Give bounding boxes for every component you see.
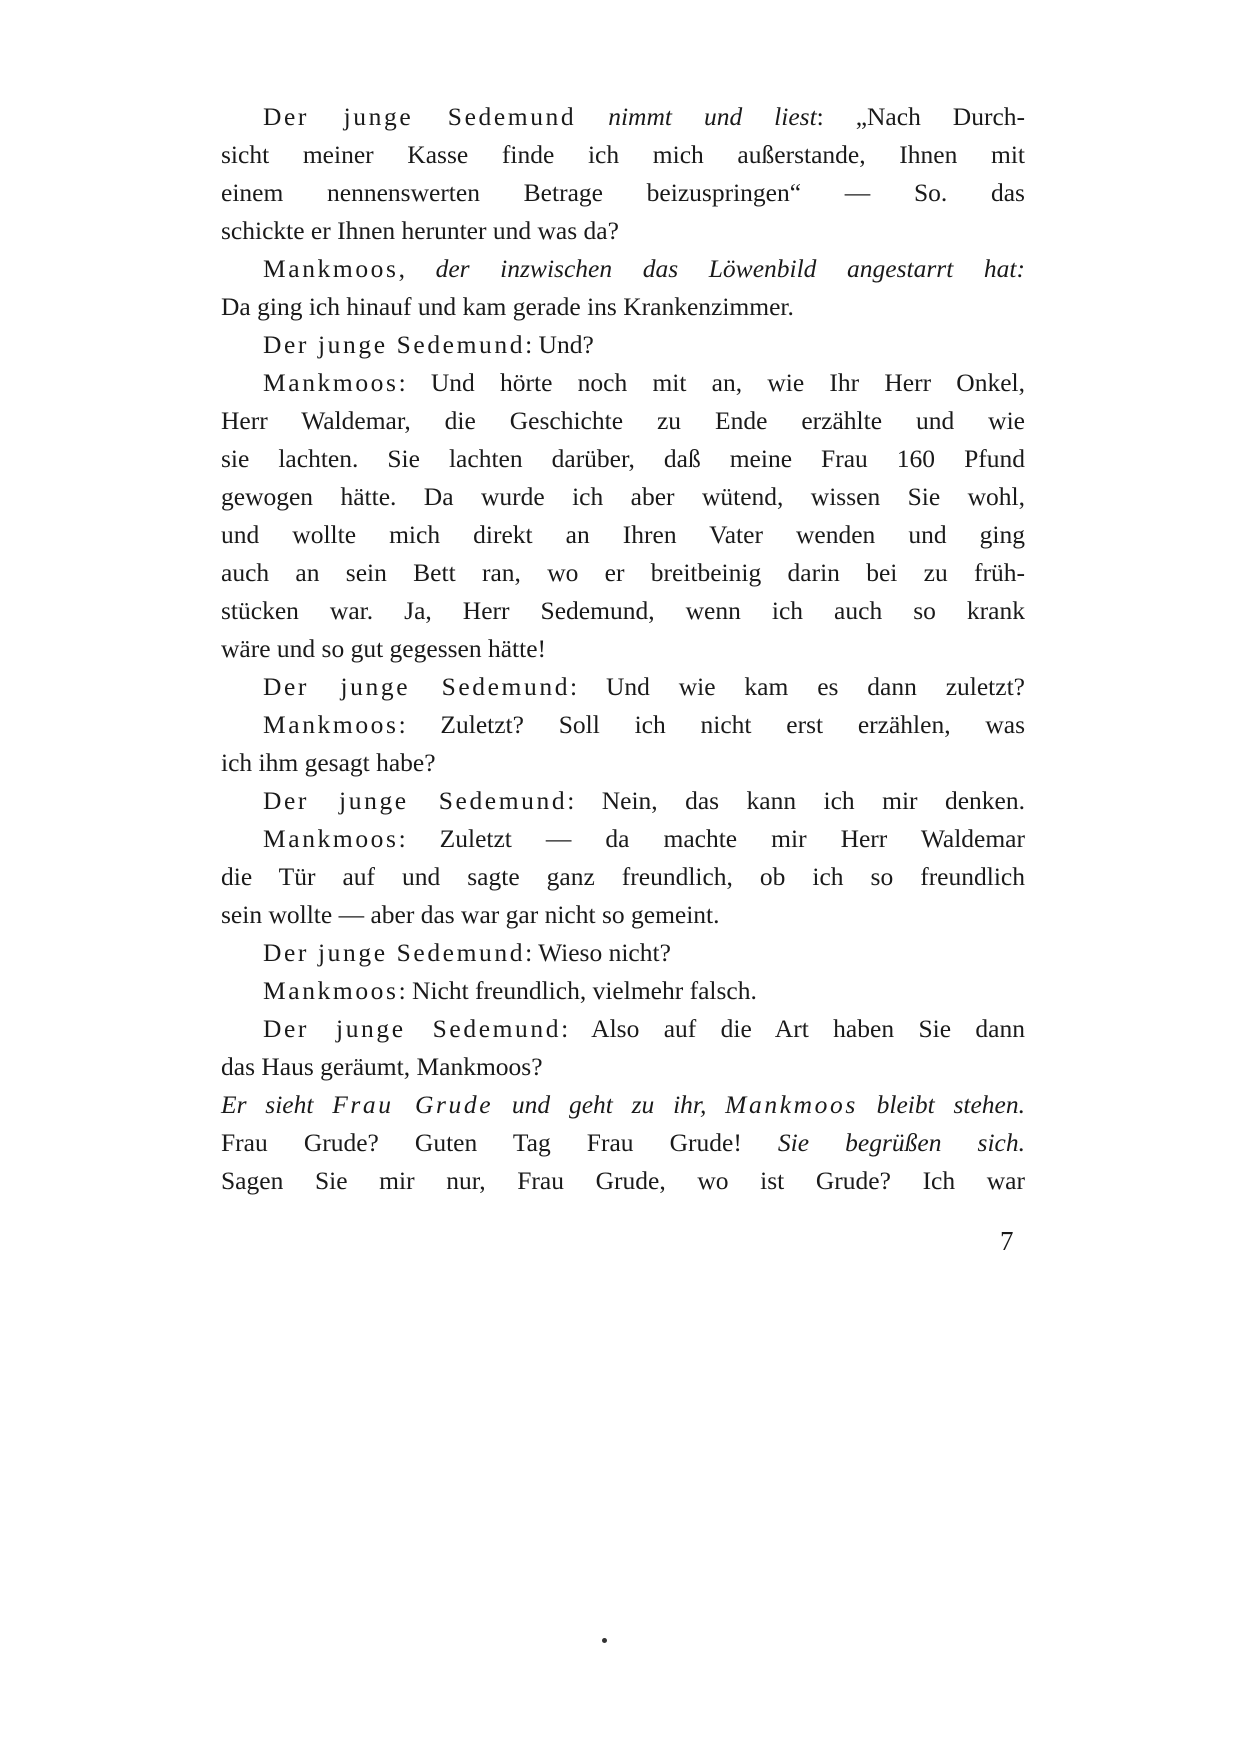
dialogue-text: ,	[398, 254, 436, 283]
text-line: und wollte mich direkt an Ihren Vater wenden und ging	[221, 520, 1025, 549]
speaker-name: Mankmoos	[263, 254, 399, 283]
text-line	[221, 326, 1025, 364]
text-line	[221, 820, 1025, 858]
speaker-name: Der junge Sedemund	[263, 1014, 562, 1043]
speaker-name: Mankmoos	[263, 710, 399, 739]
stage-direction: Sie begrüßen sich.	[777, 1128, 1025, 1157]
text-line: Sagen Sie mir nur, Frau Grude, wo ist Grude? Ich war	[221, 1166, 1025, 1195]
text-line	[221, 364, 1025, 402]
text-line	[221, 98, 1025, 136]
speaker-name: Mankmoos	[263, 368, 399, 397]
dialogue-text: : Wieso nicht?	[525, 938, 671, 967]
text-line: Da ging ich hinauf und kam gerade ins Krankenzimmer.	[221, 292, 794, 321]
speaker-name: Der junge Sedemund	[263, 938, 526, 967]
stage-direction: bleibt stehen.	[857, 1090, 1025, 1119]
text-line: schickte er Ihnen herunter und was da?	[221, 216, 619, 245]
speaker-name: Der junge Sedemund	[263, 672, 571, 701]
dialogue-text: : Nicht freundlich, vielmehr falsch.	[398, 976, 757, 1005]
text-line	[221, 706, 1025, 744]
printer-mark	[602, 1638, 607, 1643]
text-line	[221, 934, 1025, 972]
speaker-name: Der junge Sedemund	[263, 102, 577, 131]
dialogue-text: : Und wie kam es dann zuletzt?	[570, 672, 1025, 701]
stage-direction: nimmt und liest	[576, 102, 817, 131]
speaker-name: Der junge Sedemund	[263, 786, 568, 815]
dialogue-text: : Und?	[525, 330, 594, 359]
text-line: die Tür auf und sagte ganz freundlich, ob ich so freundlich	[221, 862, 1025, 891]
character-name: Mankmoos	[725, 1090, 858, 1119]
text-line	[221, 972, 1025, 1010]
dialogue-text: : Nein, das kann ich mir denken.	[567, 786, 1025, 815]
text-line: sein wollte — aber das war gar nicht so gemeint.	[221, 900, 720, 929]
stage-direction: der inzwischen das Löwenbild angestarrt hat:	[435, 254, 1026, 283]
page-number: 7	[1000, 1226, 1014, 1256]
text-line	[221, 1124, 1025, 1162]
text-line: stücken war. Ja, Herr Sedemund, wenn ich auch so krank	[221, 596, 1025, 625]
dialogue-text: : Und hörte noch mit an, wie Ihr Herr Onkel,	[398, 368, 1025, 397]
text-line	[221, 782, 1025, 820]
text-line: gewogen hätte. Da wurde ich aber wütend, wissen Sie wohl,	[221, 482, 1025, 511]
text-line	[221, 668, 1025, 706]
stage-direction: Er sieht	[221, 1090, 333, 1119]
text-line: ich ihm gesagt habe?	[221, 748, 436, 777]
text-line: Herr Waldemar, die Geschichte zu Ende erzählte und wie	[221, 406, 1025, 435]
speaker-name: Mankmoos	[263, 824, 399, 853]
text-line: auch an sein Bett ran, wo er breitbeinig darin bei zu früh-	[221, 558, 1025, 587]
stage-direction: und geht zu ihr,	[493, 1090, 726, 1119]
text-line: sie lachten. Sie lachten darüber, daß meine Frau 160 Pfund	[221, 444, 1025, 473]
dialogue-text: : „Nach Durch-	[816, 102, 1026, 131]
stage-direction-line	[221, 1086, 1025, 1124]
text-line: einem nennenswerten Betrage beizuspringen“ — So. das	[221, 178, 1025, 207]
text-line	[221, 1010, 1025, 1048]
dialogue-text: : Also auf die Art haben Sie dann	[561, 1014, 1025, 1043]
text-line: wäre und so gut gegessen hätte!	[221, 634, 547, 663]
dialogue-text: : Zuletzt — da machte mir Herr Waldemar	[398, 824, 1025, 853]
page-body	[221, 98, 1025, 1200]
speaker-name: Mankmoos	[263, 976, 399, 1005]
dialogue-text: Frau Grude? Guten Tag Frau Grude!	[221, 1128, 778, 1157]
dialogue-text: : Zuletzt? Soll ich nicht erst erzählen, was	[398, 710, 1025, 739]
text-line: sicht meiner Kasse finde ich mich außerstande, Ihnen mit	[221, 140, 1025, 169]
text-line: das Haus geräumt, Mankmoos?	[221, 1052, 543, 1081]
character-name: Frau Grude	[332, 1090, 494, 1119]
speaker-name: Der junge Sedemund	[263, 330, 526, 359]
text-line	[221, 250, 1025, 288]
